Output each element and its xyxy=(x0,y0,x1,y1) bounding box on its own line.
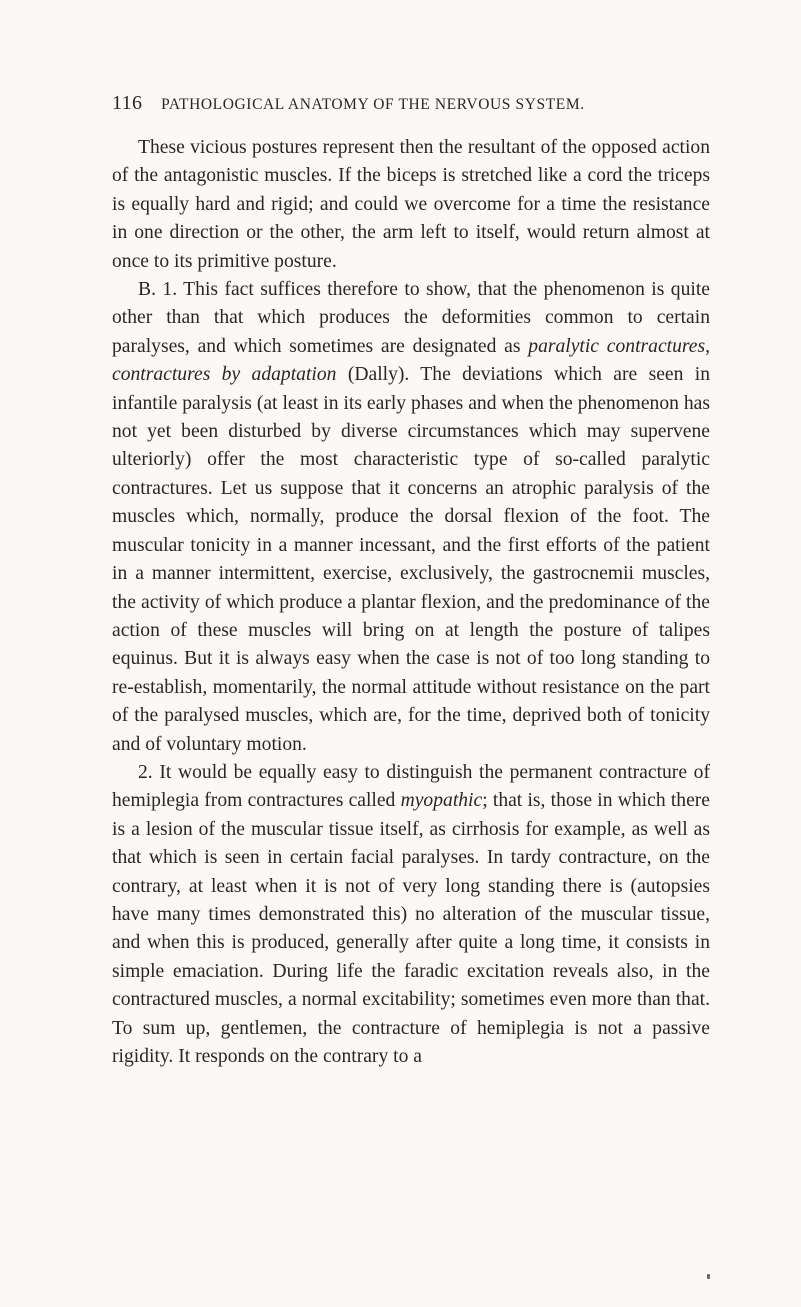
paragraph-paralytic-contractures xyxy=(112,276,710,759)
paragraph-text: B. 1. This fact suffices therefore to show, that the phenomenon is quite other than that which produces the deformities common to certain paralyses, and which sometimes are designated as xyxy=(112,279,710,357)
running-title: PATHOLOGICAL ANATOMY OF THE NERVOUS SYSTEM. xyxy=(161,96,585,113)
italic-term: paralytic contractures, contractures by adaptation xyxy=(112,335,710,386)
body-text xyxy=(112,134,710,1071)
ink-speck xyxy=(707,1274,710,1279)
paragraph-vicious-postures: These vicious postures represent then the resultant of the opposed action of the antagonistic muscles. If the biceps is stretched like a cord the triceps is equally hard and rigid; and could we overcome for a time the resistance in one direction or the other, the arm left to itself, would return almost at once to its primitive posture. xyxy=(112,137,710,272)
italic-term: myopathic xyxy=(400,790,483,812)
paragraph-myopathic-contractures xyxy=(112,759,710,1071)
running-header xyxy=(112,92,712,115)
page-number: 116 xyxy=(112,92,143,114)
paragraph-text: ; that is, those in which there is a lesion of the muscular tissue itself, as cirrhosis for example, as well as that which is seen in certain facial paralyses. In tardy contracture, on the contrary, at least when it is not of very long standing there is (autopsies have many times demonstrated this) no alteration of the muscular tissue, and when this is produced, generally after quite a long time, it consists in simple emaciation. During life the faradic excitation reveals also, in the contractured muscles, a normal excitability; sometimes even more than that. To sum up, gentlemen, the contracture of hemiplegia is not a passive rigidity. It responds on the contrary to a xyxy=(112,790,711,1067)
paragraph-text: (Dally). The deviations which are seen in infantile paralysis (at least in its early phases and when the phenomenon has not yet been disturbed by diverse circumstances which may supervene ulteriorly) offer the most characteristic type of so-called paralytic contractures. Let us suppose that it concerns an atrophic paralysis of the muscles which, normally, produce the dorsal flexion of the foot. The muscular tonicity in a manner incessant, and the first efforts of the patient in a manner intermittent, exercise, exclusively, the gastrocnemii muscles, the activity of which produce a plantar flexion, and the predominance of the action of these muscles will bring on at length the posture of talipes equinus. But it is always easy when the case is not of too long standing to re-establish, momentarily, the normal attitude without resistance on the part of the paralysed muscles, which are, for the time, deprived both of tonicity and of voluntary motion. xyxy=(112,364,710,755)
paragraph-text: 2. It would be equally easy to distinguish the permanent contracture of hemiplegia from contractures called xyxy=(112,761,710,812)
